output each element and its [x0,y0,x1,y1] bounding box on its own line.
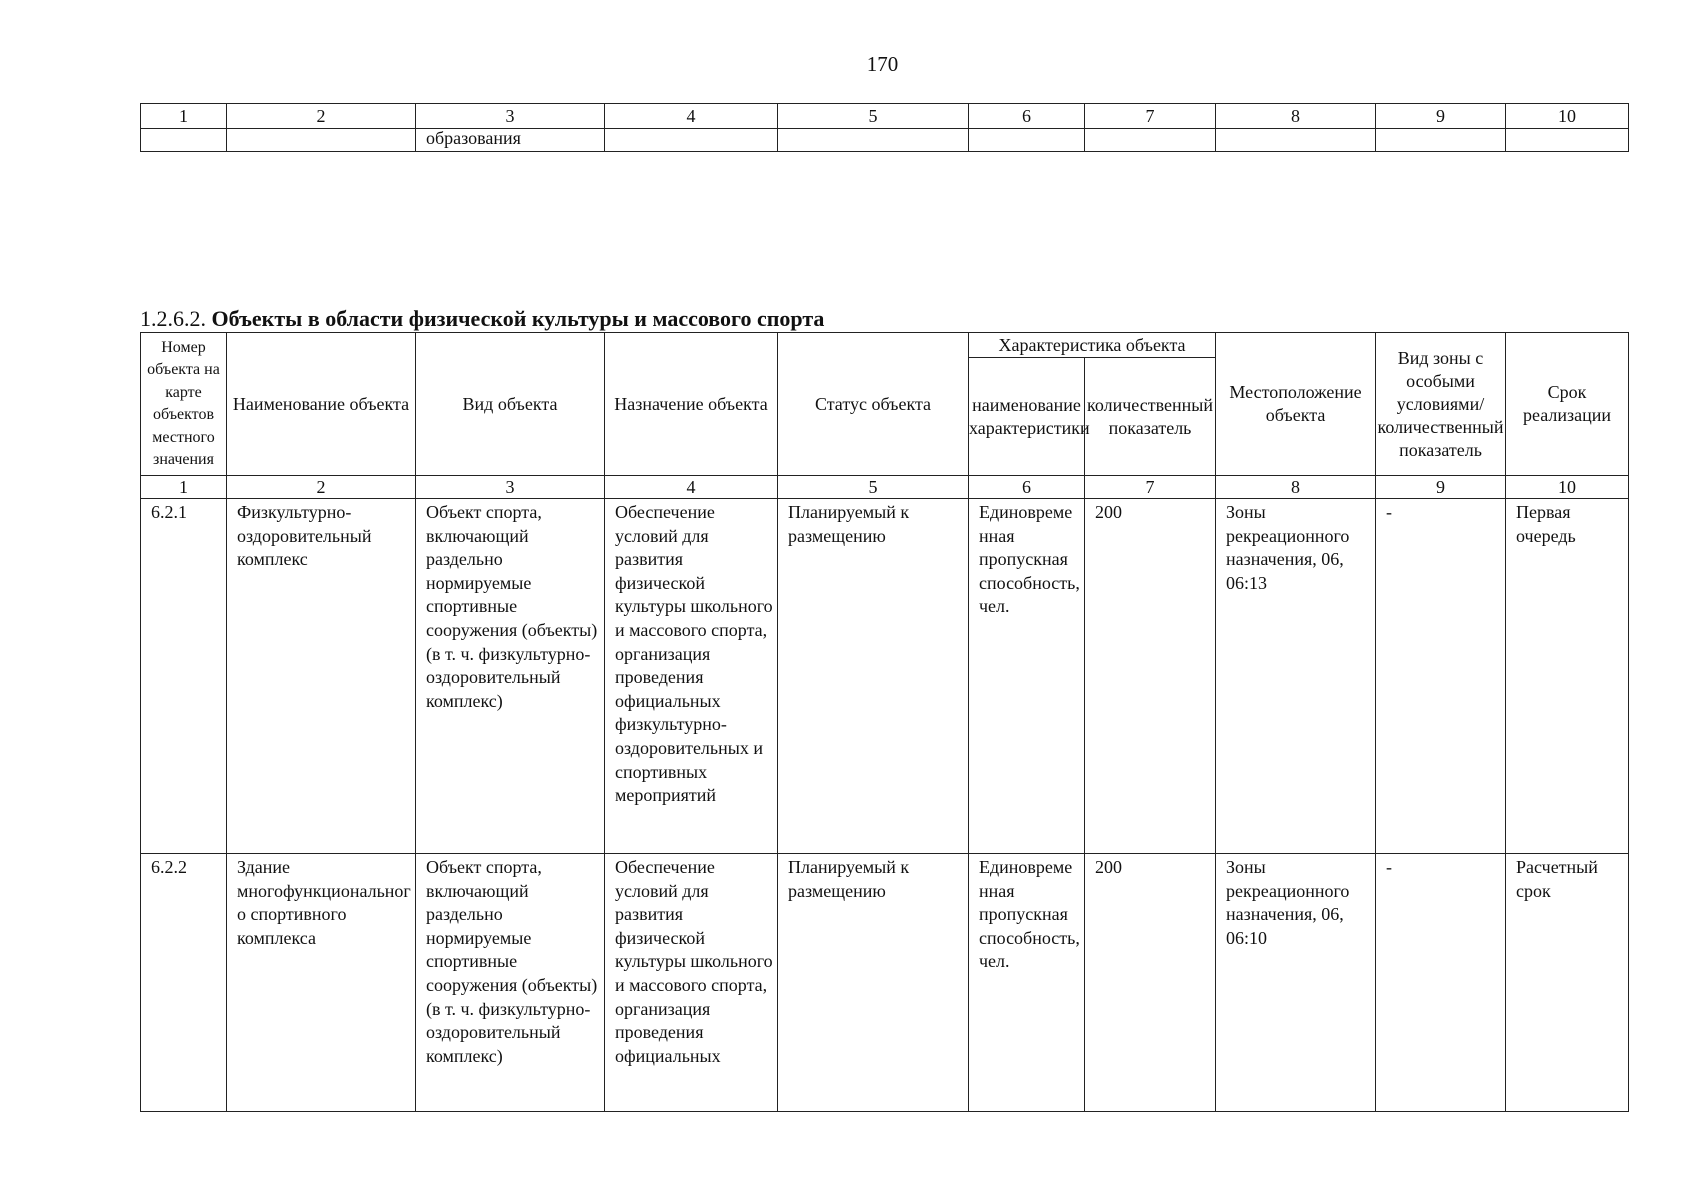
header-object-name: Наименование объекта [227,333,416,476]
table-cell [1216,129,1376,152]
column-number: 8 [1216,104,1376,129]
table-row [141,499,1629,854]
column-number: 7 [1085,104,1216,129]
column-number: 6 [969,476,1085,499]
characteristic-name: Единовременная пропускная способность, чел. [969,854,1085,1112]
column-number: 3 [416,476,605,499]
continuation-table [140,103,1629,152]
section-number: 1.2.6.2. [140,306,206,331]
column-number: 10 [1506,104,1629,129]
column-number: 3 [416,104,605,129]
table-cell [1085,129,1216,152]
table-cell [141,129,227,152]
column-number: 8 [1216,476,1376,499]
column-number: 5 [778,104,969,129]
table-cell [227,129,416,152]
table-cell [778,129,969,152]
column-number: 4 [605,476,778,499]
column-number: 5 [778,476,969,499]
implementation-period: Первая очередь [1506,499,1629,854]
header-purpose: Назначение объекта [605,333,778,476]
object-number: 6.2.1 [141,499,227,854]
table-row [141,854,1629,1112]
characteristic-name: Единовременная пропускная способность, чел. [969,499,1085,854]
column-number: 1 [141,476,227,499]
table-row [141,129,1629,152]
zone-type: - [1376,854,1506,1112]
object-location: Зоны рекреационного назначения, 06, 06:10 [1216,854,1376,1112]
zone-type: - [1376,499,1506,854]
header-characteristic-group: Характеристика объекта [969,333,1216,358]
column-number: 9 [1376,476,1506,499]
header-implementation-period: Срок реализации [1506,333,1629,476]
table-cell [969,129,1085,152]
column-number: 6 [969,104,1085,129]
object-purpose: Обеспечение условий для развития физической культуры школьного и массового спорта, организация проведения официальных физкультурно-оздоровительных и спортивных мероприятий [605,499,778,854]
header-characteristic-name: наименование характеристики [969,358,1085,476]
page-number: 170 [866,52,899,76]
table-cell [1376,129,1506,152]
header-status: Статус объекта [778,333,969,476]
header-object-type: Вид объекта [416,333,605,476]
column-number: 7 [1085,476,1216,499]
table-cell: образования [416,129,605,152]
header-row-1 [141,333,1629,358]
column-number: 9 [1376,104,1506,129]
implementation-period: Расчетный срок [1506,854,1629,1112]
column-number: 1 [141,104,227,129]
column-number: 2 [227,476,416,499]
object-type: Объект спорта, включающий раздельно нормируемые спортивные сооружения (объекты) (в т. ч. физкультурно-оздоровительный комплекс) [416,854,605,1112]
object-number: 6.2.2 [141,854,227,1112]
header-quantitative-indicator: количественный показатель [1085,358,1216,476]
column-number-row [141,104,1629,129]
column-number: 10 [1506,476,1629,499]
sports-objects-table [140,332,1629,1112]
object-status: Планируемый к размещению [778,499,969,854]
header-zone-type: Вид зоны с особыми условиями/ количественный показатель [1376,333,1506,476]
object-location: Зоны рекреационного назначения, 06, 06:13 [1216,499,1376,854]
column-number-row [141,476,1629,499]
object-status: Планируемый к размещению [778,854,969,1112]
header-object-number: Номер объекта на карте объектов местного значения [141,333,227,476]
section-title: Объекты в области физической культуры и массового спорта [211,306,825,331]
table-cell [605,129,778,152]
header-location: Местоположение объекта [1216,333,1376,476]
object-type: Объект спорта, включающий раздельно нормируемые спортивные сооружения (объекты) (в т. ч. физкультурно-оздоровительный комплекс) [416,499,605,854]
table-cell [1506,129,1629,152]
object-name: Здание многофункционального спортивного комплекса [227,854,416,1112]
section-heading [140,306,824,332]
quantitative-value: 200 [1085,854,1216,1112]
object-name: Физкультурно-оздоровительный комплекс [227,499,416,854]
quantitative-value: 200 [1085,499,1216,854]
column-number: 4 [605,104,778,129]
object-purpose: Обеспечение условий для развития физической культуры школьного и массового спорта, организация проведения официальных [605,854,778,1112]
column-number: 2 [227,104,416,129]
